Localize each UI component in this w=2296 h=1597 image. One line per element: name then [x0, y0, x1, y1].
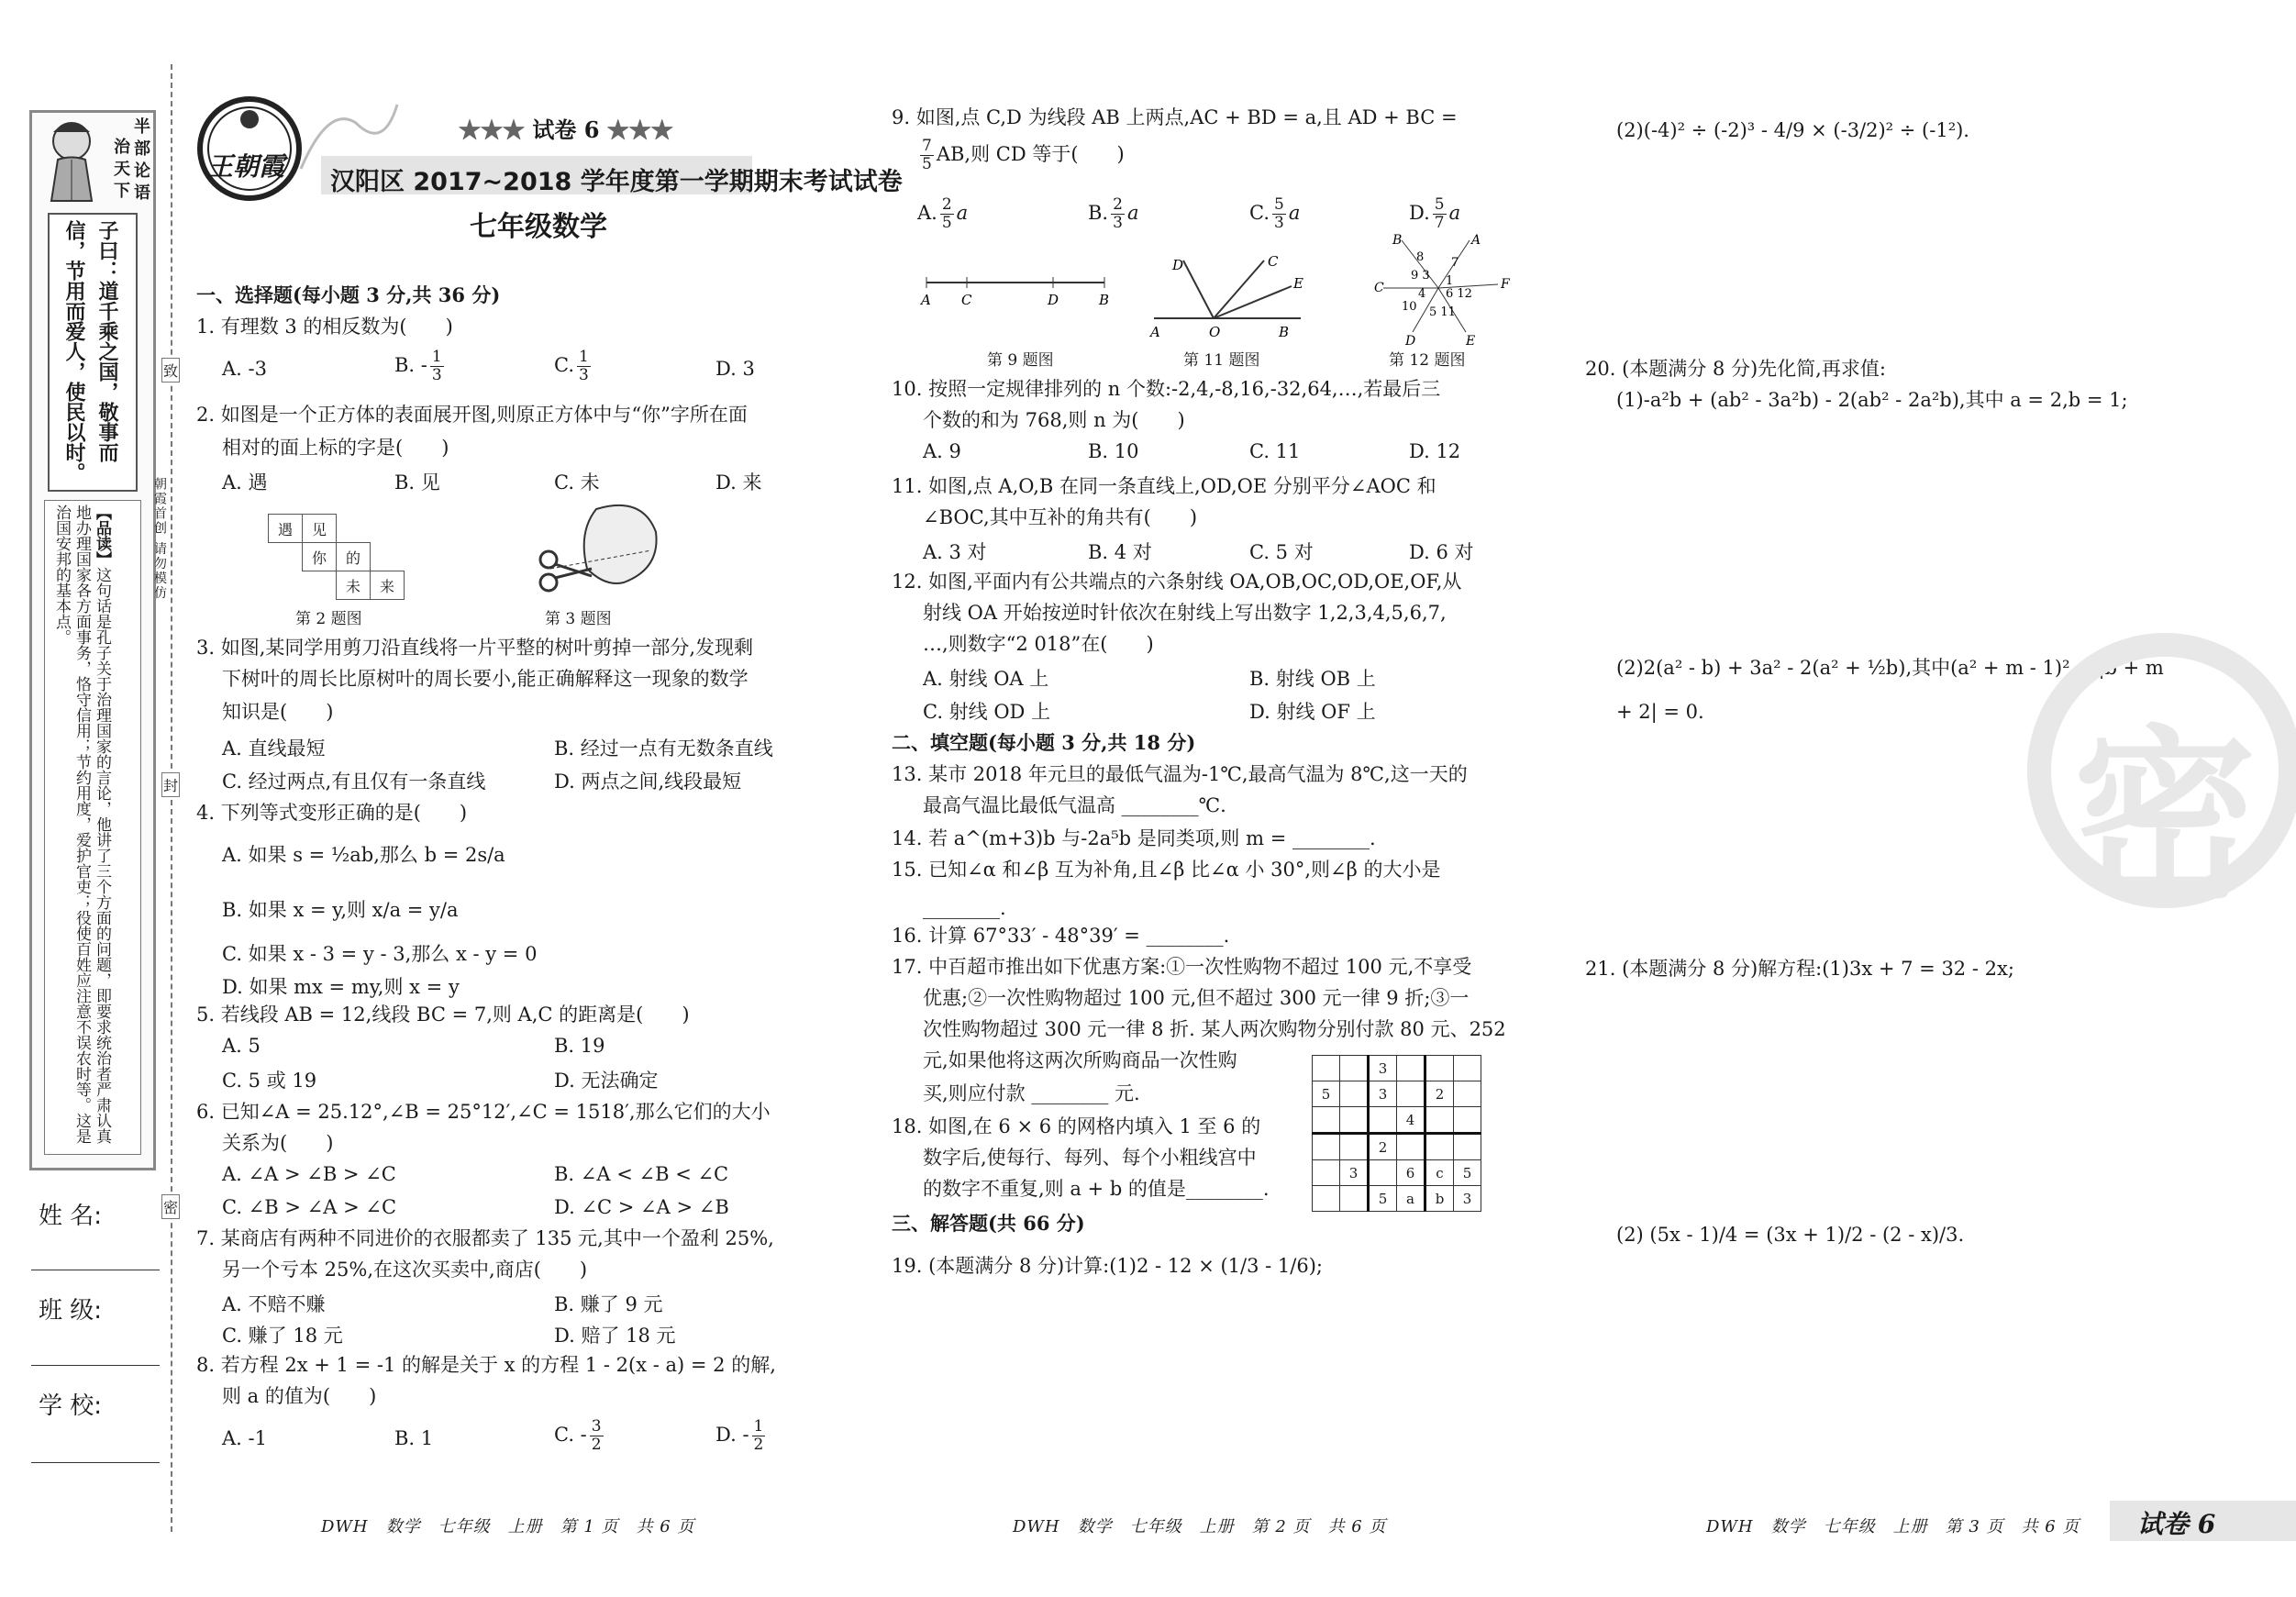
q8-line-2: 则 a 的值为( ) [222, 1385, 377, 1407]
q1-option-c[interactable]: C. $\frac{1}{3}$ [554, 348, 589, 384]
q12-option-c[interactable]: C. 射线 OD 上 [923, 701, 1051, 723]
q10-line-1: 10. 按照一定规律排列的 n 个数:-2,4,-8,16,-32,64,…,若最后三 [892, 378, 1441, 400]
q9-option-d[interactable]: D. $\frac{5}{7}$ a [1409, 195, 1461, 232]
q19-part-1: 19. (本题满分 8 分)计算:(1)2 - 12 × (1/3 - 1/6); [892, 1255, 1323, 1277]
net-cell: 未 [337, 571, 371, 600]
fold-mark-2: 封 [161, 772, 180, 797]
svg-text:10: 10 [1402, 300, 1417, 314]
q20-part-1: (1)-a²b + (ab² - 3a²b) - 2(ab² - 2a²b),其中 a = 2,b = 1; [1616, 389, 2128, 411]
copyright-note: 朝霞首创 请勿模仿 [152, 477, 167, 601]
pinddu-label: 【品读】 [93, 505, 111, 567]
q18-line-1: 18. 如图,在 6 × 6 的网格内填入 1 至 6 的 [892, 1115, 1261, 1137]
fig11-angles [1145, 250, 1310, 341]
q10-option-d[interactable]: D. 12 [1409, 440, 1461, 462]
fig9-caption: 第 9 题图 [987, 351, 1054, 370]
svg-text:E: E [1293, 275, 1303, 292]
q7-option-a[interactable]: A. 不赔不赚 [222, 1293, 326, 1315]
net-cell: 你 [303, 543, 337, 571]
leaf-scissors-figure [532, 495, 679, 605]
svg-text:D: D [1172, 257, 1184, 273]
q4-option-a[interactable]: A. 如果 s = ½ab,那么 b = 2s/a [222, 844, 505, 866]
q1-option-b[interactable]: B. - $\frac{1}{3}$ [394, 348, 442, 384]
q12-line-2: 射线 OA 开始按逆时针依次在射线上写出数字 1,2,3,4,5,6,7, [923, 602, 1447, 624]
q6-line-2: 关系为( ) [222, 1132, 334, 1154]
watermark-char: 密 [2073, 710, 2257, 924]
name-label: 姓 名: [39, 1203, 103, 1230]
q15-line-1: 15. 已知∠α 和∠β 互为补角,且∠β 比∠α 小 30°,则∠β 的大小是 [892, 859, 1441, 881]
q7-line-1: 7. 某商店有两种不同进价的衣服都卖了 135 元,其中一个盈利 25%, [196, 1227, 774, 1249]
footer-page-2: DWH 数学 七年级 上册 第 2 页 共 6 页 [1013, 1517, 1387, 1536]
q8-option-c[interactable]: C. - $\frac{3}{2}$ [554, 1417, 602, 1454]
fold-mark-3: 密 [161, 1194, 180, 1219]
q10-option-b[interactable]: B. 10 [1088, 440, 1139, 462]
pinddu-text [51, 505, 112, 1147]
q11-option-c[interactable]: C. 5 对 [1249, 541, 1314, 563]
q5-option-b[interactable]: B. 19 [554, 1035, 605, 1057]
q12-line-1: 12. 如图,平面内有公共端点的六条射线 OA,OB,OC,OD,OE,OF,从 [892, 571, 1462, 593]
brand-line-1: 半部论语 [131, 117, 150, 205]
q3-option-c[interactable]: C. 经过两点,有且仅有一条直线 [222, 771, 486, 793]
sudoku-grid: 3 5 3 2 4 2 3 6 c 5 5 a b 3 [1312, 1055, 1481, 1212]
pinddu-body: 这句话是孔子关于治理国家的言论，他讲了三个方面的问题，即要求统治者严肃认真地办理国家各方面事务，恪守信用；节约用度，爱护官吏；役使百姓应注意不误农时等。这是治国安邦的基本点。 [52, 505, 111, 1144]
q6-line-1: 6. 已知∠A = 25.12°,∠B = 25°12′,∠C = 1518′,那么它们的大小 [196, 1101, 771, 1123]
q4-option-c[interactable]: C. 如果 x - 3 = y - 3,那么 x - y = 0 [222, 943, 538, 965]
q7-option-d[interactable]: D. 赔了 18 元 [554, 1325, 676, 1347]
q17-line-4: 元,如果他将这两次所购商品一次性购 [923, 1049, 1237, 1071]
fig11-caption: 第 11 题图 [1183, 351, 1260, 370]
svg-text:O: O [1209, 324, 1221, 340]
fold-mark-1: 致 [161, 358, 180, 383]
q10-option-a[interactable]: A. 9 [923, 440, 961, 462]
q2-option-b[interactable]: B. 见 [394, 471, 440, 494]
net-cell: 来 [371, 571, 405, 600]
q20-part-2b: + 2| = 0. [1616, 701, 1704, 723]
section-1-heading: 一、选择题(每小题 3 分,共 36 分) [196, 283, 501, 306]
svg-text:8: 8 [1416, 250, 1425, 264]
q16[interactable]: 16. 计算 67°33′ - 48°39′ = ________. [892, 925, 1230, 947]
q17-line-5[interactable]: 买,则应付款 ________ 元. [923, 1082, 1140, 1104]
school-label: 学 校: [39, 1392, 103, 1420]
fold-line [171, 64, 172, 1532]
q5-stem: 5. 若线段 AB = 12,线段 BC = 7,则 A,C 的距离是( ) [196, 1004, 690, 1026]
fig9-segment [919, 272, 1112, 308]
section-3-heading: 三、解答题(共 66 分) [892, 1212, 1085, 1235]
q17-line-2: 优惠;②一次性购物超过 100 元,但不超过 300 元一律 9 折;③一 [923, 987, 1470, 1009]
fig12-rays [1374, 231, 1512, 346]
svg-text:B: B [1099, 292, 1110, 308]
q8-option-b[interactable]: B. 1 [394, 1427, 434, 1449]
q2-option-d[interactable]: D. 来 [715, 471, 762, 494]
q20-part-2a: (2)2(a² - b) + 3a² - 2(a² + ½b),其中(a² + m - 1)² + |b + m [1616, 657, 2164, 679]
svg-text:5 11: 5 11 [1429, 305, 1456, 319]
subject-title: 七年级数学 [470, 211, 607, 243]
q5-option-c[interactable]: C. 5 或 19 [222, 1070, 317, 1092]
q3-option-b[interactable]: B. 经过一点有无数条直线 [554, 738, 773, 760]
footer-tag: 试卷 6 [2137, 1509, 2216, 1539]
q3-option-d[interactable]: D. 两点之间,线段最短 [554, 771, 742, 793]
svg-text:B: B [1279, 324, 1290, 340]
q5-option-a[interactable]: A. 5 [222, 1035, 261, 1057]
q3-line-2: 下树叶的周长比原树叶的周长要小,能正确解释这一现象的数学 [222, 668, 749, 690]
svg-text:6 12: 6 12 [1446, 287, 1472, 301]
fig3-caption: 第 3 题图 [545, 610, 612, 628]
q19-part-2: (2)(-4)² ÷ (-2)³ - 4/9 × (-3/2)² ÷ (-1²). [1616, 119, 1969, 141]
q12-line-3: …,则数字“2 018”在( ) [923, 633, 1154, 655]
q9-line-2: $\frac{7}{5}$ AB,则 CD 等于( ) [922, 137, 1125, 173]
svg-text:D: D [1048, 292, 1059, 308]
q18-line-2: 数字后,使每行、每列、每个小粗线宫中 [923, 1147, 1257, 1169]
fig12-caption: 第 12 题图 [1389, 351, 1466, 370]
quote-main: 子曰：道千乘之国，敬事而信，节用而爱人，使民以时。 [62, 220, 118, 482]
q9-option-a[interactable]: A. $\frac{2}{5}$ a [917, 195, 969, 232]
q11-line-2: ∠BOC,其中互补的角共有( ) [923, 506, 1198, 528]
q15-line-2[interactable]: ________. [923, 897, 1006, 919]
q11-option-b[interactable]: B. 4 对 [1088, 541, 1152, 563]
q10-line-2: 个数的和为 768,则 n 为( ) [923, 409, 1185, 431]
q8-option-a[interactable]: A. -1 [222, 1427, 267, 1449]
q4-option-b[interactable]: B. 如果 x = y,则 x/a = y/a [222, 899, 459, 921]
q2-line-2: 相对的面上标的字是( ) [222, 437, 449, 459]
q17-line-3: 次性购物超过 300 元一律 8 折. 某人两次购物分别付款 80 元、252 [923, 1018, 1506, 1040]
net-cell: 的 [337, 543, 371, 571]
q9-option-c[interactable]: C. $\frac{5}{3}$ a [1249, 195, 1301, 232]
q1-option-d[interactable]: D. 3 [715, 358, 755, 380]
q21-line-1: 21. (本题满分 8 分)解方程:(1)3x + 7 = 32 - 2x; [1585, 958, 2014, 980]
q6-option-a[interactable]: A. ∠A > ∠B > ∠C [222, 1163, 396, 1185]
stars-title: ★★★ 试卷 6 ★★★ [459, 116, 673, 143]
brand-line-2: 治天下 [111, 138, 130, 204]
q13-line-2[interactable]: 最高气温比最低气温高 ________℃. [923, 794, 1226, 816]
svg-text:B: B [1392, 233, 1403, 248]
q14[interactable]: 14. 若 a^(m+3)b 与-2a⁵b 是同类项,则 m = ________. [892, 827, 1376, 849]
q5-option-d[interactable]: D. 无法确定 [554, 1070, 659, 1092]
svg-text:C: C [961, 292, 972, 308]
q2-line-1: 2. 如图是一个正方体的表面展开图,则原正方体中与“你”字所在面 [196, 404, 748, 426]
q3-option-a[interactable]: A. 直线最短 [222, 738, 326, 760]
exam-title: 汉阳区 2017~2018 学年度第一学期期末考试试卷 [330, 168, 903, 196]
section-2-heading: 二、填空题(每小题 3 分,共 18 分) [892, 731, 1196, 754]
footer-page-3: DWH 数学 七年级 上册 第 3 页 共 6 页 [1706, 1517, 2080, 1536]
logo-text: 王朝霞 [207, 151, 285, 182]
q18-line-3[interactable]: 的数字不重复,则 a + b 的值是________. [923, 1178, 1270, 1200]
q1-stem: 1. 有理数 3 的相反数为( ) [196, 316, 453, 338]
q3-line-3: 知识是( ) [222, 701, 334, 723]
svg-text:F: F [1501, 277, 1510, 292]
svg-text:A: A [921, 292, 931, 308]
school-line[interactable] [31, 1462, 160, 1463]
q6-option-c[interactable]: C. ∠B > ∠A > ∠C [222, 1196, 397, 1218]
svg-text:C: C [1374, 281, 1384, 295]
q9-line-1: 9. 如图,点 C,D 为线段 AB 上两点,AC + BD = a,且 AD + BC = [892, 106, 1458, 128]
svg-text:A: A [1150, 324, 1160, 340]
svg-text:1: 1 [1446, 274, 1454, 288]
q11-line-1: 11. 如图,点 A,O,B 在同一条直线上,OD,OE 分别平分∠AOC 和 [892, 475, 1436, 497]
cube-net-figure [268, 514, 405, 600]
q7-option-b[interactable]: B. 赚了 9 元 [554, 1293, 663, 1315]
q4-stem: 4. 下列等式变形正确的是( ) [196, 802, 468, 824]
q6-option-b[interactable]: B. ∠A < ∠B < ∠C [554, 1163, 729, 1185]
footer-page-1: DWH 数学 七年级 上册 第 1 页 共 6 页 [321, 1517, 695, 1536]
q20-line-1: 20. (本题满分 8 分)先化简,再求值: [1585, 358, 1886, 380]
svg-text:7: 7 [1451, 256, 1459, 270]
q9-option-b[interactable]: B. $\frac{2}{3}$ a [1088, 195, 1139, 232]
svg-text:4: 4 [1418, 287, 1426, 301]
class-line[interactable] [31, 1365, 160, 1366]
q12-option-a[interactable]: A. 射线 OA 上 [923, 668, 1049, 690]
q1-option-a[interactable]: A. -3 [222, 358, 267, 380]
q11-option-d[interactable]: D. 6 对 [1409, 541, 1474, 563]
fig2-caption: 第 2 题图 [295, 610, 362, 628]
test-number: 试卷 6 [532, 116, 600, 143]
net-cell: 见 [303, 515, 337, 543]
svg-text:E: E [1466, 334, 1476, 346]
q7-option-c[interactable]: C. 赚了 18 元 [222, 1325, 343, 1347]
q8-line-1: 8. 若方程 2x + 1 = -1 的解是关于 x 的方程 1 - 2(x - a) = 2 的解, [196, 1354, 776, 1376]
q8-option-d[interactable]: D. - $\frac{1}{2}$ [715, 1417, 764, 1454]
svg-text:9 3: 9 3 [1411, 269, 1430, 283]
q6-option-d[interactable]: D. ∠C > ∠A > ∠B [554, 1196, 729, 1218]
q7-line-2: 另一个亏本 25%,在这次买卖中,商店( ) [222, 1259, 588, 1281]
q13-line-1: 13. 某市 2018 年元旦的最低气温为-1℃,最高气温为 8℃,这一天的 [892, 763, 1468, 785]
net-cell: 遇 [269, 515, 303, 543]
svg-text:C: C [1268, 253, 1279, 270]
confucius-figure [35, 114, 117, 205]
svg-text:D: D [1405, 334, 1416, 346]
class-label: 班 级: [39, 1297, 103, 1325]
q10-option-c[interactable]: C. 11 [1249, 440, 1301, 462]
q12-option-b[interactable]: B. 射线 OB 上 [1249, 668, 1376, 690]
q17-line-1: 17. 中百超市推出如下优惠方案:①一次性购物不超过 100 元,不享受 [892, 956, 1472, 978]
q2-option-a[interactable]: A. 遇 [222, 471, 268, 494]
q11-option-a[interactable]: A. 3 对 [923, 541, 987, 563]
q21-part-2: (2) (5x - 1)/4 = (3x + 1)/2 - (2 - x)/3. [1616, 1224, 1965, 1246]
q12-option-d[interactable]: D. 射线 OF 上 [1249, 701, 1376, 723]
q3-line-1: 3. 如图,某同学用剪刀沿直线将一片平整的树叶剪掉一部分,发现剩 [196, 637, 754, 659]
q4-option-d[interactable]: D. 如果 mx = my,则 x = y [222, 976, 460, 998]
svg-text:A: A [1471, 233, 1481, 248]
q2-option-c[interactable]: C. 未 [554, 471, 600, 494]
